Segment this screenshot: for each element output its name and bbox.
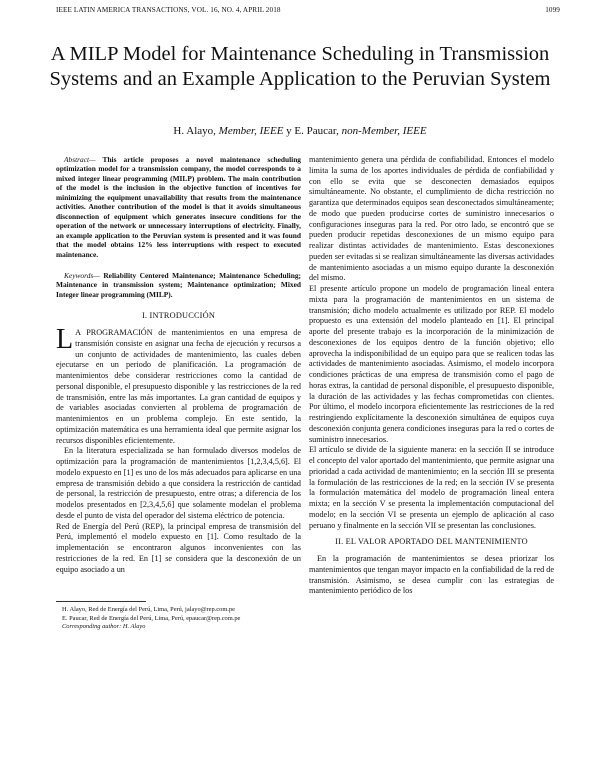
page-number: 1099 [545,6,560,14]
footnote-rule [56,601,146,602]
section-2-heading: II. EL VALOR APORTADO DEL MANTENIMIENTO [335,537,528,547]
author-1: H. Alayo, [173,125,219,137]
journal-name: IEEE LATIN AMERICA TRANSACTIONS, VOL. 16, NO. 4, APRIL 2018 [56,6,281,14]
paper-title: A MILP Model for Maintenance Scheduling in Transmission Systems and an Example Application to the Peruvian System [49,43,551,90]
left-column [56,155,301,631]
intro-paragraph-2: En la literatura especializada se han formulado diversos modelos de optimización para la programación de mantenimientos [1,2,3,4,5,6]. El modelo expuesto en [1] es uno de los más adecuados para aplicarse en una empresa de transmisión debido a que considera la restricción de cantidad de personal, la restricción de presupuesto, entre otras; a diferencia de los modelos presentados en [2,3,4,5,6] que solamente modelan el problema desde el punto de vista del operador del sistema eléctrico de potencia. [56,446,301,520]
author-2-role: non-Member, IEEE [341,125,427,137]
author-line [40,125,560,137]
running-header [56,6,560,18]
author-conjunction: y E. Paucar, [283,125,342,137]
abstract-label: Abstract— [64,155,96,164]
footnote-author-1: H. Alayo, Red de Energía del Perú, Lima, Perú, jalayo@rep.com.pe [62,606,235,614]
intro-paragraph-3: Red de Energía del Perú (REP), la principal empresa de transmisión del Perú, implementó el modelo expuesto en [1]. Como resultado de la implementación se encontraron algunos inconvenientes con las restricciones de la red. En [1] se considera que la desconexión de un equipo asociado a un [56,521,301,574]
author-1-role: Member, IEEE [218,125,284,137]
drop-cap: L [56,324,74,356]
keywords [56,271,301,299]
intro-paragraph-5: El artículo se divide de la siguiente manera: en la sección II se introduce el concepto del valor aportado del mantenimiento, que permite asignar una prioridad a cada actividad de mantenimiento; en la sección III se presenta la formulación de las restricciones de la red; en la sección IV se presenta la formulación matemática del modelo de programación lineal entera mixta; en la sección V se presenta la implementación computacional del modelo; en la sección VI se presenta un ejemplo de aplicación al caso peruano y finalmente en la sección VII se presentan las conclusiones. [309,445,554,530]
keywords-label: Keywords— [64,270,100,280]
abstract-text: This article proposes a novel maintenance scheduling optimization model for a transmission company, the model corresponds to a mixed integer linear programming (MILP) problem. The main contribution of the model is the inclusion in the objective function of incentives for minimizing the equipment unavailability that results from the maintenance activities. Another contribution of the model is that it avoids simultaneous disconnection of equipment which generates insecure conditions for the operation of the network or unnecessary interruptions of electricity. Finally, an example application to the Peruvian system is presented and it was found that the model obtains 12% less interruptions with respect to executed maintenance. [56,155,301,259]
intro-paragraph-4: El presente artículo propone un modelo de programación lineal entera mixta para la programación de mantenimientos en un sistema de transmisión; dicho modelo actualmente es utilizado por REP. El modelo propuesto es una extensión del modelo planteado en [1]. El principal aporte del presente trabajo es la incorporación de la minimización de desconexiones de los equipos dentro de la función objetivo; ello aprovecha la indisponibilidad de un equipo para que se realicen todas las actividades de mantenimiento asociadas. Asimismo, el modelo incorpora condiciones prácticas de una empresa de transmisión como el pago de horas extras, la cantidad de personal disponible, el presupuesto disponible, la duración de las actividades y las fechas comprometidas con clientes. Por último, el modelo incorpora eficientemente las restricciones de la red restringiendo explícitamente la desconexión simultánea de equipos cuya desconexión conjunta genera condiciones inseguras para la red o cortes de suministro innecesarios. [309,284,554,444]
intro-text-1: de mantenimientos en una empresa de transmisión consiste en asignar una fecha de ejecución y recursos a un conjunto de actividades de mantenimiento, las cuales deben ejecutarse en un periodo de planificación. La programación de mantenimientos debe considerar restricciones como la cantidad de personal disponible, el presupuesto disponible y las restricciones de la red de transmisión, entre las más importantes. La gran cantidad de equipos y de variables asociadas convierten al problema de programación de mantenimientos en un problema complejo. En este sentido, la optimización matemática es una herramienta ideal que permite asignar los recursos disponibles eficientemente. [56,328,301,445]
intro-lead: A PROGRAMACIÓN [75,328,153,338]
intro-paragraph-3-continued: mantenimiento genera una pérdida de confiabilidad. Entonces el modelo limita la suma de los aportes individuales de pérdida de confiabilidad y con ello se evita que se desconecten demasiados equipos simultáneamente. No obstante, el cumplimiento de dicha restricción no garantiza que determinados equipos sean desconectados simultáneamente; de modo que pueden producirse cortes de suministro innecesarios o configuraciones inseguras para la red. Por otro lado, se encontró que se pueden producir repetidas desconexiones de un mismo equipo para realizar distintas actividades de mantenimiento. Estas desconexiones pueden ser evitadas si se realizan simultáneamente las diversas actividades de mantenimiento asociadas a un mismo equipo durante la desconexión del mismo. [309,155,554,283]
footnote-corresponding: Corresponding author: H. Alayo [62,622,146,630]
footnote-author-2: E. Paucar, Red de Energía del Perú, Lima, Perú, epaucar@rep.com.pe [62,614,241,622]
right-column [309,155,554,597]
keywords-text: Reliability Centered Maintenance; Maintenance Scheduling; Maintenance in transmission system; Maintenance optimization; Mixed Integer linear programming (MILP). [56,270,301,299]
section-1-heading: I. INTRODUCCIÓN [141,311,216,321]
intro-paragraph-1 [56,324,301,446]
section-2-paragraph-1: En la programación de mantenimientos se desea priorizar los mantenimientos que tengan mayor impacto en la confiabilidad de la red de transmisión. Asimismo, se desea cumplir con las estrategias de mantenimiento periódico de los [309,554,554,596]
abstract [56,155,301,259]
